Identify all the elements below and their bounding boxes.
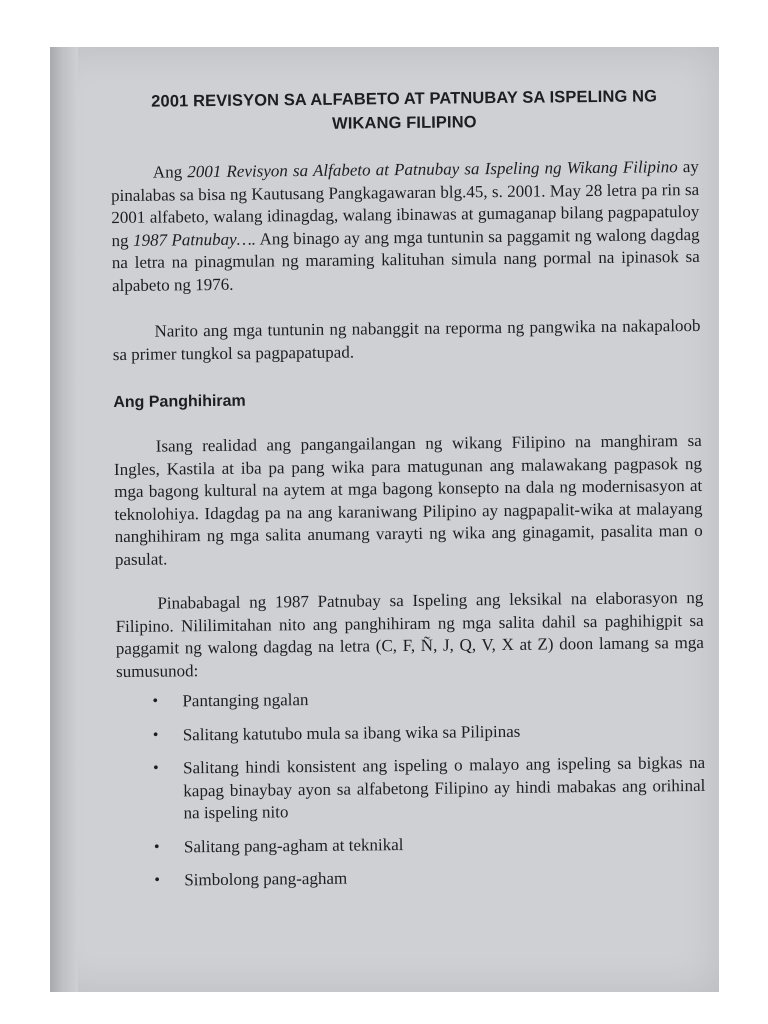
book-page	[50, 47, 719, 992]
list-item	[154, 830, 706, 858]
intro-lead: Ang	[152, 162, 188, 182]
list-item	[153, 752, 706, 825]
list-item	[152, 685, 704, 713]
binding-shadow	[50, 47, 78, 992]
list-item-text: Salitang hindi konsistent ang ispeling o malayo ang ispeling sa bigkas na kapag binaybay ayon sa alfabetong Filipino ay hindi mabakas ang orihinal na ispeling nito	[183, 752, 706, 823]
title-line-1: 2001 REVISYON SA ALFABETO AT PATNUBAY SA ISPELING NG	[151, 87, 658, 111]
patnubay-reference-italic: 1987 Patnubay….	[132, 229, 257, 250]
list-item	[153, 718, 705, 746]
list-item-text: Simbolong pang-agham	[184, 868, 348, 890]
limitation-paragraph: Pinababagal ng 1987 Patnubay sa Ispeling ang leksikal na elaborasyon ng Filipino. Nililimitahan nito ang panghihiram ng mga salita dahil sa paghihigpit sa paggamit ng walong dagdag na letra (C, F, Ñ, J, Q, V, X at Z) doon lamang sa mga sumusunod:	[115, 587, 704, 681]
list-item-text: Salitang pang-agham at teknikal	[183, 834, 404, 856]
title-line-2: WIKANG FILIPINO	[332, 113, 477, 133]
bullet-icon: •	[153, 759, 159, 777]
page-title	[110, 84, 698, 138]
bullet-icon: •	[154, 871, 160, 889]
borrowing-paragraph: Isang realidad ang pangangailangan ng wikang Filipino na manghiram sa Ingles, Kastila at iba pa pang wika para matugunan ang malawakang pagpasok ng mga bagong kultural na aytem at mga bagong konsepto na dala ng modernisasyon at teknolohiya. Idagdag pa na ang karaniwang Pilipino ay nagpapalit-wika at malayang nanghihiram ng mga salita anumang varayti ng wika ang ginagamit, pasalita man o pasulat.	[113, 430, 703, 569]
rules-intro-paragraph: Narito ang mga tuntunin ng nabanggit na reporma ng pangwika na nakapaloob sa primer tungkol sa pagpapatupad.	[112, 315, 701, 364]
intro-end: Ang binago ay ang mga tuntunin sa paggamit ng walong dagdag na letra na pinagmulan ng maraming kalituhan simula nang pormal na ipinasok sa alpabeto ng 1976.	[111, 224, 700, 295]
intro-middle: ay pinalabas sa bisa ng Kautusang Pangkagawaran blg.45, s. 2001. May 28 letra pa rin sa 2001 alfabeto, walang idinagdag, walang ibinawas at gumaganap bilang pagpapatuloy ng	[111, 156, 700, 250]
bullet-list	[116, 685, 706, 893]
list-item	[154, 864, 706, 892]
intro-paragraph	[111, 156, 700, 297]
bullet-icon: •	[152, 692, 159, 710]
page-content	[110, 84, 706, 904]
bullet-icon: •	[153, 838, 160, 856]
bullet-icon: •	[152, 726, 159, 744]
section-heading: Ang Panghihiram	[113, 392, 246, 412]
list-item-text: Pantanging ngalan	[182, 690, 309, 711]
list-item-text: Salitang katutubo mula sa ibang wika sa Pilipinas	[182, 721, 521, 744]
document-title-italic: 2001 Revisyon sa Alfabeto at Patnubay sa Ispeling ng Wikang Filipino	[187, 157, 678, 182]
